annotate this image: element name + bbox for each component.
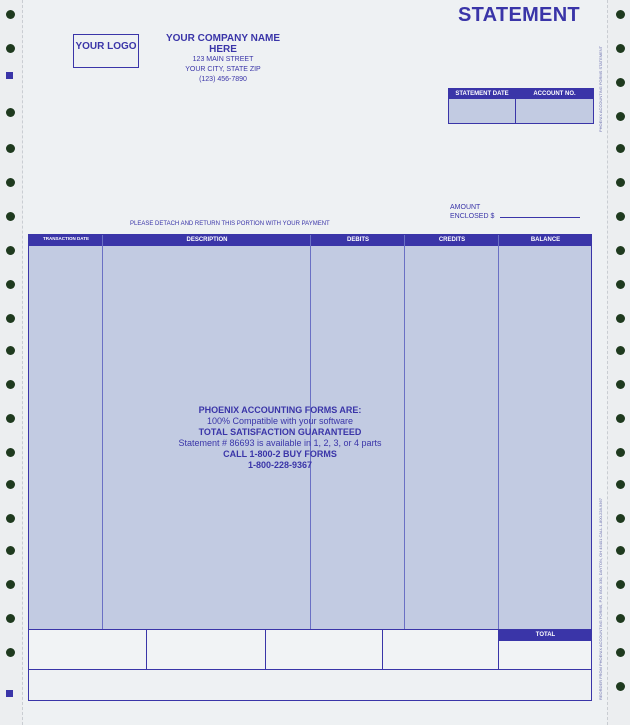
col-transaction-date: TRANSACTION DATE xyxy=(43,236,89,241)
totals-divider xyxy=(146,630,147,669)
company-city: YOUR CITY, STATE ZIP xyxy=(185,66,261,73)
tractor-hole xyxy=(6,514,15,523)
tractor-hole xyxy=(616,514,625,523)
promo-compat: 100% Compatible with your software xyxy=(206,416,354,426)
account-no-label: ACCOUNT NO. xyxy=(516,89,593,99)
total-label: TOTAL xyxy=(499,630,592,641)
tractor-hole xyxy=(6,10,15,19)
totals-row xyxy=(28,630,592,670)
tractor-hole xyxy=(6,414,15,423)
detach-instruction: PLEASE DETACH AND RETURN THIS PORTION WITH YOUR PAYMENT xyxy=(130,221,330,227)
promo-heading: PHOENIX ACCOUNTING FORMS ARE: xyxy=(198,405,362,415)
totals-divider xyxy=(382,630,383,669)
promo-call: CALL 1-800-2 BUY FORMS xyxy=(223,449,337,459)
tractor-hole xyxy=(6,44,15,53)
tractor-hole xyxy=(616,78,625,87)
margin-form-name: PHOENIX ACCOUNTING FORMS STATEMENT xyxy=(598,45,603,132)
logo-text: YOUR LOGO xyxy=(75,41,137,52)
tractor-hole xyxy=(6,448,15,457)
registration-mark xyxy=(6,72,13,79)
left-tractor-strip xyxy=(0,0,23,725)
tractor-hole xyxy=(6,178,15,187)
statement-date-label: STATEMENT DATE xyxy=(449,89,515,99)
tractor-hole xyxy=(6,546,15,555)
totals-divider xyxy=(265,630,266,669)
tractor-hole xyxy=(616,314,625,323)
tractor-hole xyxy=(6,280,15,289)
tractor-hole xyxy=(616,682,625,691)
tractor-hole xyxy=(6,380,15,389)
tractor-hole xyxy=(616,246,625,255)
enclosed-label: ENCLOSED $ xyxy=(450,213,495,220)
amount-enclosed xyxy=(450,203,494,221)
account-no-field[interactable] xyxy=(516,99,593,123)
tractor-hole xyxy=(616,580,625,589)
col-debits: DEBITS xyxy=(346,237,369,243)
right-tractor-strip xyxy=(607,0,630,725)
col-balance: BALANCE xyxy=(530,237,561,243)
statement-date-field[interactable] xyxy=(449,99,515,123)
promo-parts: Statement # 86693 is available in 1, 2, 3, or 4 parts xyxy=(178,438,382,448)
promo-phone: 1-800-228-9367 xyxy=(247,460,313,470)
tractor-hole xyxy=(6,648,15,657)
tractor-hole xyxy=(616,614,625,623)
logo-placeholder xyxy=(73,34,139,68)
tractor-hole xyxy=(6,614,15,623)
column-divider xyxy=(102,235,103,629)
company-phone: (123) 456-7890 xyxy=(199,76,247,83)
company-street: 123 MAIN STREET xyxy=(192,56,254,63)
footer-box xyxy=(28,670,592,701)
tractor-hole xyxy=(6,246,15,255)
tractor-hole xyxy=(6,480,15,489)
tractor-hole xyxy=(6,144,15,153)
col-credits: CREDITS xyxy=(438,237,466,243)
tractor-hole xyxy=(616,546,625,555)
tractor-hole xyxy=(616,178,625,187)
statement-title: STATEMENT xyxy=(458,4,580,26)
promo-guarantee: TOTAL SATISFACTION GUARANTEED xyxy=(198,427,362,437)
amount-enclosed-field[interactable] xyxy=(500,217,580,218)
tractor-hole xyxy=(616,448,625,457)
tractor-hole xyxy=(616,380,625,389)
promo-text-block xyxy=(130,405,430,471)
tractor-hole xyxy=(6,314,15,323)
tractor-hole xyxy=(6,108,15,117)
tractor-hole xyxy=(616,648,625,657)
tractor-hole xyxy=(6,580,15,589)
tractor-hole xyxy=(616,212,625,221)
company-address-block xyxy=(153,33,293,85)
tractor-hole xyxy=(616,280,625,289)
tractor-hole xyxy=(616,480,625,489)
tractor-hole xyxy=(616,346,625,355)
statement-info-box xyxy=(448,88,594,124)
tractor-hole xyxy=(616,144,625,153)
tractor-hole xyxy=(616,414,625,423)
tractor-hole xyxy=(616,10,625,19)
amount-label: AMOUNT xyxy=(450,204,481,211)
tractor-hole xyxy=(616,44,625,53)
column-divider xyxy=(498,235,499,629)
tractor-hole xyxy=(616,112,625,121)
col-description: DESCRIPTION xyxy=(186,237,228,243)
tractor-hole xyxy=(6,212,15,221)
registration-mark xyxy=(6,690,13,697)
tractor-hole xyxy=(6,346,15,355)
company-name: YOUR COMPANY NAME HERE xyxy=(165,33,281,55)
margin-reorder-text: REORDER FROM PHOENIX ACCOUNTING FORMS, P.O. BOX 330, DAYTON, OH 45401 CALL 1-800-228-9367 xyxy=(598,498,603,700)
